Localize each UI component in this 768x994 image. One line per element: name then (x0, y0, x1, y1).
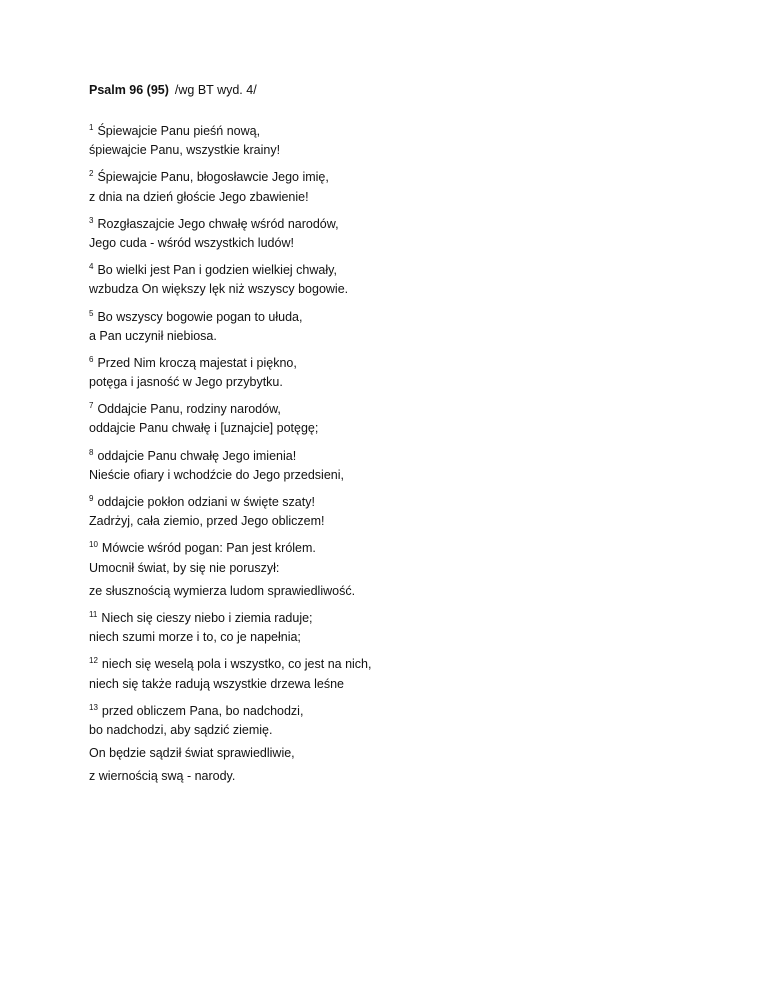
verse-line (89, 765, 689, 788)
verse-number: 7 (89, 401, 94, 411)
verse-line (89, 116, 689, 139)
verse-line (89, 278, 689, 301)
translation-note: /wg BT wyd. 4/ (174, 83, 257, 97)
verse-number: 10 (89, 540, 98, 550)
verse-number: 2 (89, 169, 94, 179)
verse-text: Śpiewajcie Panu, błogosławcie Jego imię, (97, 170, 329, 185)
verse-text: oddajcie Panu chwałę i [uznajcie] potęgę; (89, 421, 319, 436)
verse-number: 5 (89, 308, 94, 318)
verse-line (89, 417, 689, 440)
verse-text: ze słusznością wymierza ludom sprawiedliwość. (89, 583, 356, 598)
verse-number: 12 (89, 656, 98, 666)
verse-line (89, 441, 689, 464)
verse-line (89, 580, 689, 603)
verse-line (89, 649, 689, 672)
verse-text: On będzie sądził świat sprawiedliwie, (89, 746, 295, 761)
verse-line (89, 325, 689, 348)
verse-number: 13 (89, 702, 98, 712)
verse-text: bo nadchodzi, aby sądzić ziemię. (89, 722, 273, 737)
verse-text: wzbudza On większy lęk niż wszyscy bogowie. (89, 282, 349, 297)
heading (89, 80, 689, 100)
verse-line (89, 302, 689, 325)
psalm-title: Psalm 96 (95) (89, 83, 169, 97)
verse-text: a Pan uczynił niebiosa. (89, 328, 217, 343)
verse-text: Niech się cieszy niebo i ziemia raduje; (101, 610, 313, 625)
verse-text: Zadrżyj, cała ziemio, przed Jego obliczem! (89, 514, 325, 529)
verse-number: 11 (89, 609, 98, 619)
verse-text: Rozgłaszajcie Jego chwałę wśród narodów, (97, 216, 339, 231)
verse-line (89, 162, 689, 185)
verse-text: Śpiewajcie Panu pieśń nową, (97, 124, 261, 138)
verse-text: Umocnił świat, by się nie poruszył: (89, 560, 280, 575)
verse-number: 4 (89, 262, 94, 272)
verse-line (89, 533, 689, 556)
verse-text: niech się także radują wszystkie drzewa leśne (89, 676, 344, 691)
verse-line (89, 186, 689, 209)
verse-text: Nieście ofiary i wchodźcie do Jego przedsieni, (89, 467, 344, 482)
verse-line (89, 557, 689, 580)
verse-number: 8 (89, 447, 94, 457)
verse-text: Bo wielki jest Pan i godzien wielkiej chwały, (97, 263, 337, 278)
verse-line (89, 719, 689, 742)
verse-text: niech się weselą pola i wszystko, co jest na nich, (101, 657, 372, 672)
verse-line (89, 348, 689, 371)
verse-text: oddajcie pokłon odziani w święte szaty! (97, 495, 315, 509)
verse-text: z dnia na dzień głoście Jego zbawienie! (89, 189, 309, 204)
verse-line (89, 209, 689, 232)
verse-text: Jego cuda - wśród wszystkich ludów! (89, 235, 294, 250)
verse-text: potęga i jasność w Jego przybytku. (89, 375, 283, 390)
verse-line (89, 626, 689, 649)
verse-lines (89, 116, 689, 788)
verse-line (89, 394, 689, 417)
verse-number: 3 (89, 215, 94, 225)
verse-line (89, 510, 689, 533)
verse-text: Przed Nim kroczą majestat i piękno, (97, 355, 297, 370)
verse-text: śpiewajcie Panu, wszystkie krainy! (89, 143, 281, 158)
verse-number: 6 (89, 354, 94, 364)
verse-line (89, 371, 689, 394)
verse-line (89, 673, 689, 696)
psalm-text (89, 80, 689, 788)
verse-text: oddajcie Panu chwałę Jego imienia! (97, 448, 297, 463)
verse-text: z wiernością swą - narody. (89, 769, 236, 784)
verse-text: Mówcie wśród pogan: Pan jest królem. (101, 541, 316, 556)
verse-line (89, 603, 689, 626)
verse-text: niech szumi morze i to, co je napełnia; (89, 630, 301, 645)
verse-text: Oddajcie Panu, rodziny narodów, (97, 402, 281, 417)
verse-text: przed obliczem Pana, bo nadchodzi, (101, 703, 304, 718)
verse-line (89, 464, 689, 487)
verse-line (89, 232, 689, 255)
verse-line (89, 255, 689, 278)
verse-line (89, 696, 689, 719)
verse-number: 9 (89, 494, 94, 503)
verse-line (89, 742, 689, 765)
verse-number: 1 (89, 123, 94, 132)
verse-line (89, 487, 689, 510)
verse-text: Bo wszyscy bogowie pogan to ułuda, (97, 309, 303, 324)
verse-line (89, 139, 689, 162)
